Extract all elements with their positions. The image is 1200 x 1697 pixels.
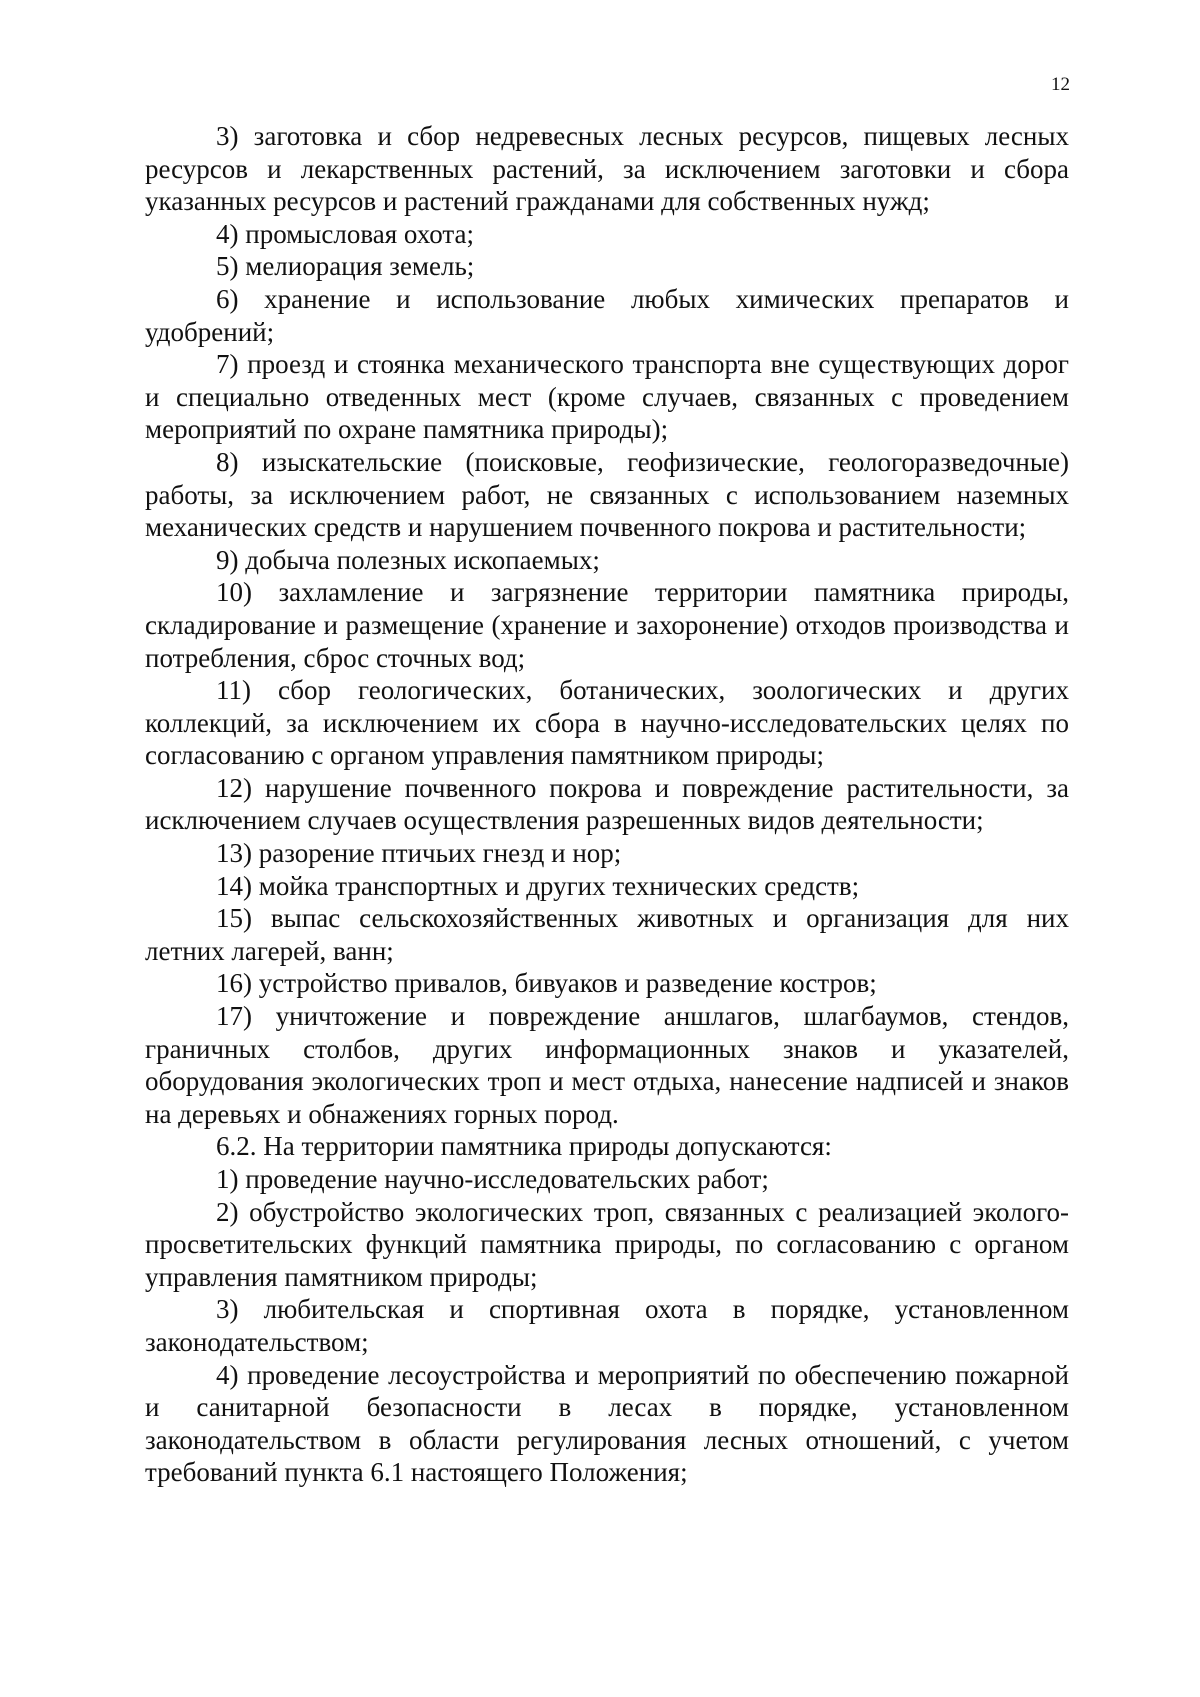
paragraph-item-6-chemicals: 6) хранение и использование любых химических препаратов и удобрений; bbox=[145, 283, 1069, 347]
paragraph-item-4-hunting: 4) промысловая охота; bbox=[216, 218, 474, 249]
paragraph-item-16-campfires: 16) устройство привалов, бивуаков и разведение костров; bbox=[216, 968, 877, 999]
paragraph-item-3-harvesting: 3) заготовка и сбор недревесных лесных ресурсов, пищевых лесных ресурсов и лекарственных растений, за исключением заготовки и сбора указанных ресурсов и растений гражданами для собственных нужд; bbox=[145, 121, 1069, 217]
paragraph-item-14-washing: 14) мойка транспортных и других технических средств; bbox=[216, 870, 860, 901]
allowed-item-2-eco-trails: 2) обустройство экологических троп, связанных с реализацией эколого-просветительских функций памятника природы, по согласованию с органом управления памятником природы; bbox=[145, 1196, 1069, 1292]
section-6-2-heading: 6.2. На территории памятника природы допускаются: bbox=[216, 1131, 832, 1162]
paragraph-item-12-soil-damage: 12) нарушение почвенного покрова и повреждение растительности, за исключением случаев осуществления разрешенных видов деятельности; bbox=[145, 772, 1069, 836]
page-number: 12 bbox=[1051, 74, 1070, 95]
allowed-item-1-research: 1) проведение научно-исследовательских работ; bbox=[216, 1164, 769, 1194]
allowed-item-3-amateur-hunting: 3) любительская и спортивная охота в порядке, установленном законодательством; bbox=[145, 1294, 1069, 1357]
paragraph-item-11-collections: 11) сбор геологических, ботанических, зоологических и других коллекций, за исключением их сбора в научно-исследовательских целях по согласованию с органом управления памятником природы; bbox=[145, 675, 1069, 771]
allowed-item-4-forest-management: 4) проведение лесоустройства и мероприятий по обеспечению пожарной и санитарной безопасности в лесах в порядке, установленном законодательством в области регулирования лесных отношений, с учетом требований пункта 6.1 настоящего Положения; bbox=[145, 1359, 1069, 1488]
document-body bbox=[145, 120, 1069, 1489]
paragraph-item-15-grazing: 15) выпас сельскохозяйственных животных и организация для них летних лагерей, ванн; bbox=[145, 903, 1069, 966]
paragraph-item-7-vehicles: 7) проезд и стоянка механического транспорта вне существующих дорог и специально отведенных мест (кроме случаев, связанных с проведением мероприятий по охране памятника природы); bbox=[145, 349, 1069, 445]
paragraph-item-10-pollution: 10) захламление и загрязнение территории памятника природы, складирование и размещение (хранение и захоронение) отходов производства и потребления, сброс сточных вод; bbox=[145, 577, 1069, 673]
paragraph-item-5-land-reclamation: 5) мелиорация земель; bbox=[216, 251, 475, 282]
paragraph-item-13-nests: 13) разорение птичьих гнезд и нор; bbox=[216, 838, 622, 869]
paragraph-item-17-signs-damage: 17) уничтожение и повреждение аншлагов, шлагбаумов, стендов, граничных столбов, других информационных знаков и указателей, оборудования экологических троп и мест отдыха, нанесение надписей и знаков на деревьях и обнажениях горных пород. bbox=[145, 1001, 1069, 1129]
paragraph-item-8-survey-works: 8) изыскательские (поисковые, геофизические, геологоразведочные) работы, за исключением работ, не связанных с использованием наземных механических средств и нарушением почвенного покрова и растительности; bbox=[145, 446, 1069, 543]
paragraph-item-9-mining: 9) добыча полезных ископаемых; bbox=[216, 544, 600, 575]
